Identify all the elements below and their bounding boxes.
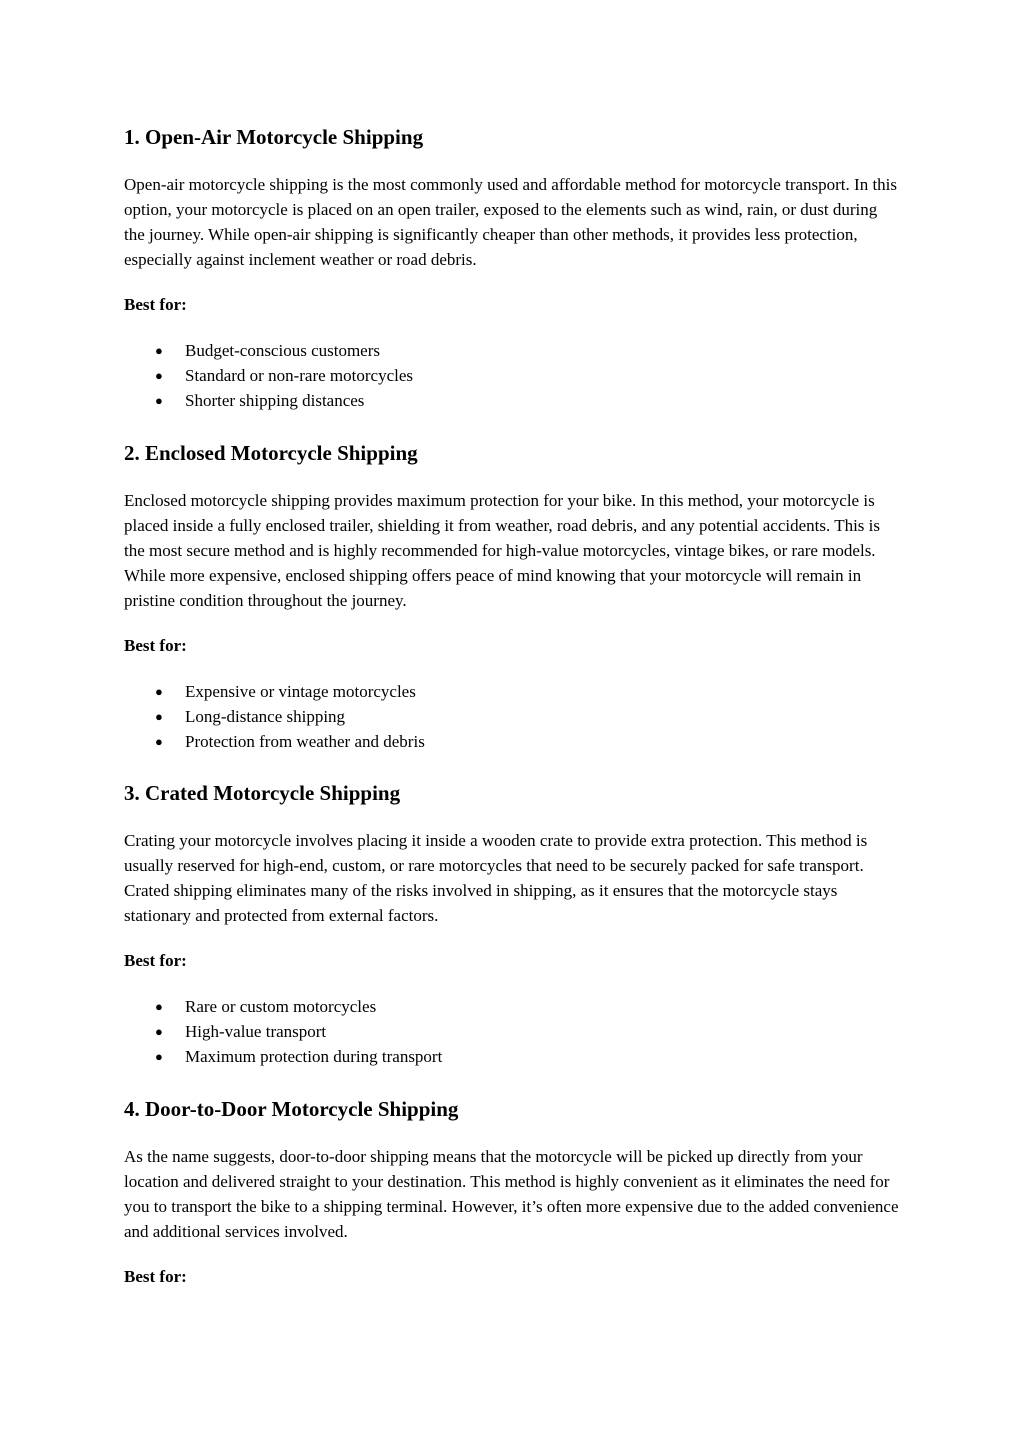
- list-item: ● Rare or custom motorcycles: [124, 994, 900, 1019]
- section-heading: 1. Open-Air Motorcycle Shipping: [124, 125, 424, 149]
- best-for-label: Best for:: [124, 295, 187, 314]
- section-crated: [124, 780, 900, 1069]
- bullet-icon: ●: [155, 1049, 163, 1064]
- list-item: ● Expensive or vintage motorcycles: [124, 679, 900, 704]
- list-item: ● Protection from weather and debris: [124, 729, 900, 754]
- bullet-icon: ●: [155, 343, 163, 358]
- section-door-to-door: [124, 1096, 900, 1289]
- best-for-list: [124, 679, 900, 754]
- bullet-icon: ●: [155, 684, 163, 699]
- section-enclosed: [124, 440, 900, 754]
- section-heading: 4. Door-to-Door Motorcycle Shipping: [124, 1097, 459, 1121]
- section-paragraph: Open-air motorcycle shipping is the most commonly used and affordable method for motorcycle transport. In this option, your motorcycle is placed on an open trailer, exposed to the elements such as wind, rain, or dust during the journey. While open-air shipping is significantly cheaper than other methods, it provides less protection, especially against inclement weather or road debris.: [124, 175, 898, 269]
- list-item: ● Shorter shipping distances: [124, 388, 900, 413]
- section-paragraph: As the name suggests, door-to-door shipping means that the motorcycle will be picked up directly from your location and delivered straight to your destination. This method is highly convenient as it eliminates the need for you to transport the bike to a shipping terminal. However, it’s often more expensive due to the added convenience and additional services involved.: [124, 1147, 899, 1241]
- list-item: ● High-value transport: [124, 1019, 900, 1044]
- list-item: ● Long-distance shipping: [124, 704, 900, 729]
- bullet-icon: ●: [155, 999, 163, 1014]
- list-item: ● Standard or non-rare motorcycles: [124, 363, 900, 388]
- list-item: ● Maximum protection during transport: [124, 1044, 900, 1069]
- best-for-label: Best for:: [124, 636, 187, 655]
- bullet-icon: ●: [155, 368, 163, 383]
- section-paragraph: Crating your motorcycle involves placing it inside a wooden crate to provide extra protection. This method is usually reserved for high-end, custom, or rare motorcycles that need to be securely packed for safe transport. Crated shipping eliminates many of the risks involved in shipping, as it ensures that the motorcycle stays stationary and protected from external factors.: [124, 831, 868, 925]
- section-open-air: [124, 124, 900, 413]
- section-heading: 2. Enclosed Motorcycle Shipping: [124, 441, 418, 465]
- bullet-icon: ●: [155, 734, 163, 749]
- best-for-label: Best for:: [124, 951, 187, 970]
- best-for-list: [124, 994, 900, 1069]
- section-paragraph: Enclosed motorcycle shipping provides maximum protection for your bike. In this method, your motorcycle is placed inside a fully enclosed trailer, shielding it from weather, road debris, and any potential accidents. This is the most secure method and is highly recommended for high-value motorcycles, vintage bikes, or rare models. While more expensive, enclosed shipping offers peace of mind knowing that your motorcycle will remain in pristine condition throughout the journey.: [124, 491, 881, 610]
- best-for-list: [124, 338, 900, 413]
- bullet-icon: ●: [155, 1024, 163, 1039]
- bullet-icon: ●: [155, 709, 163, 724]
- section-heading: 3. Crated Motorcycle Shipping: [124, 781, 401, 805]
- best-for-label: Best for:: [124, 1267, 187, 1286]
- bullet-icon: ●: [155, 393, 163, 408]
- list-item: ● Budget-conscious customers: [124, 338, 900, 363]
